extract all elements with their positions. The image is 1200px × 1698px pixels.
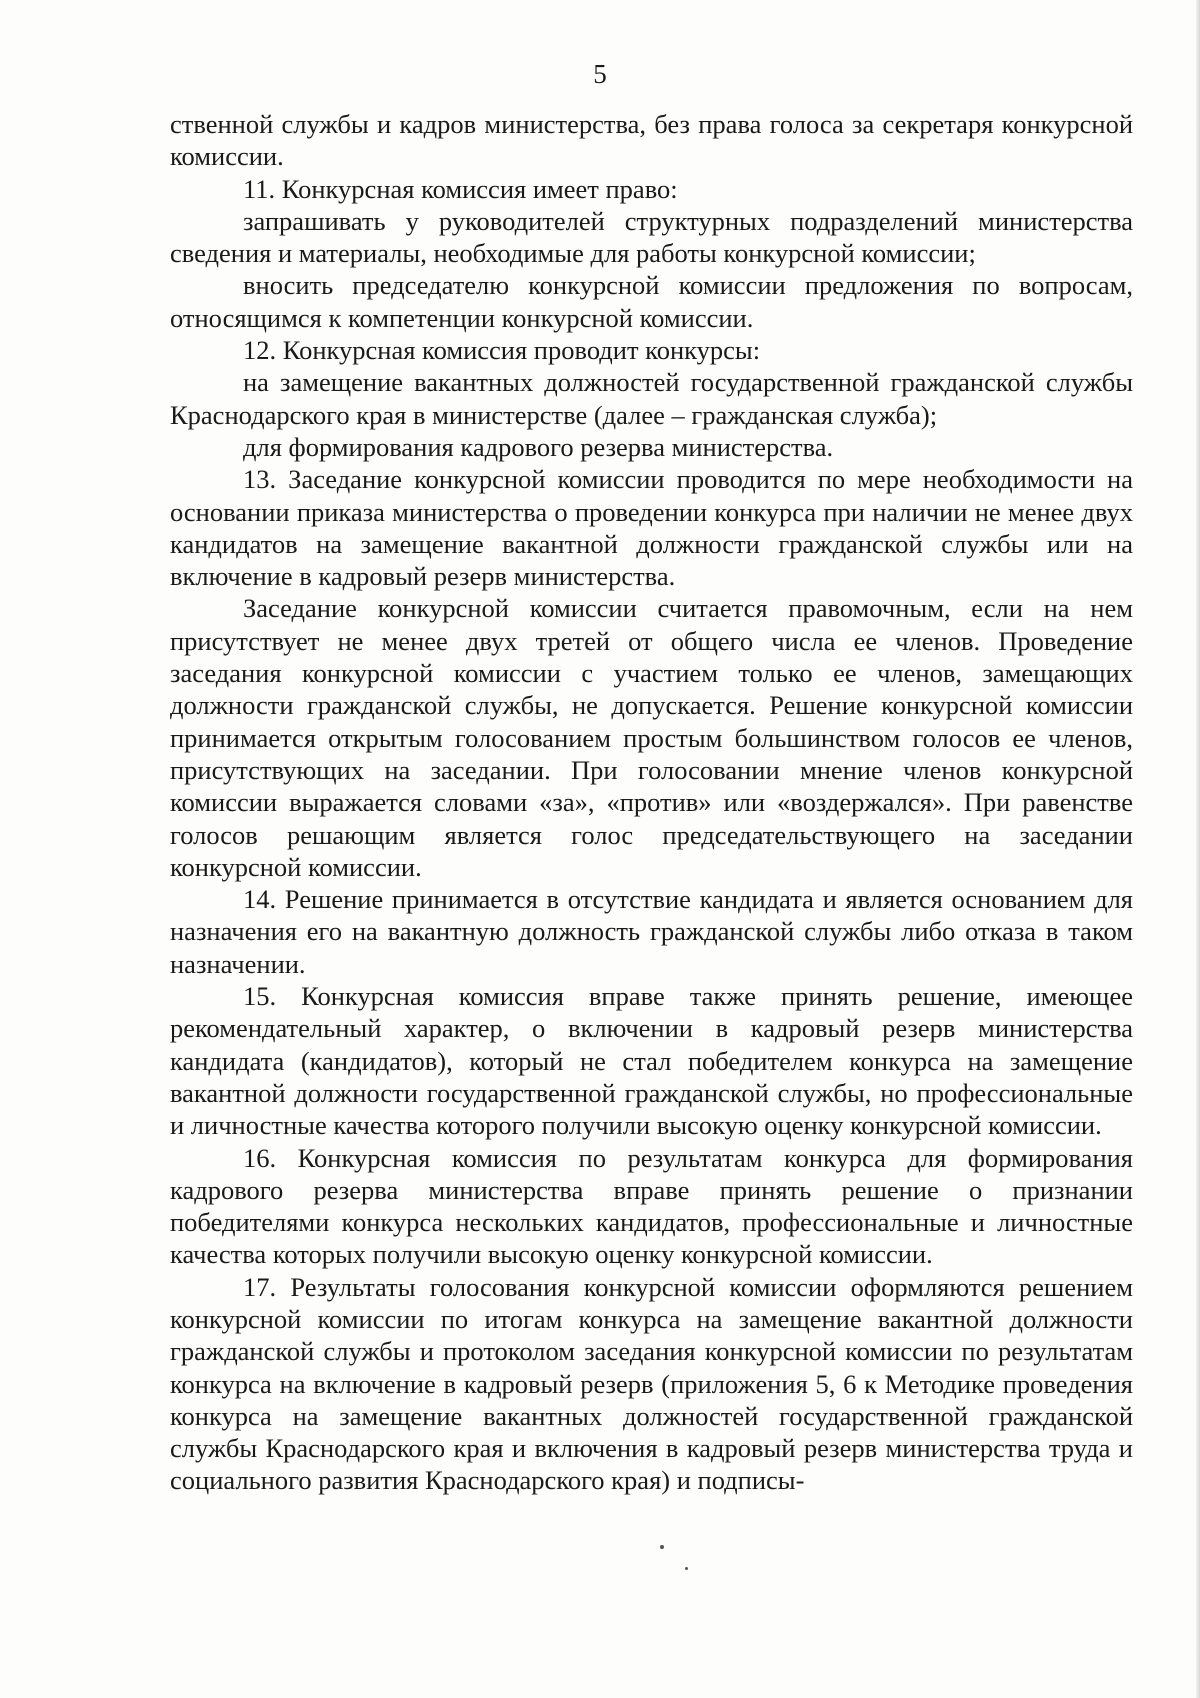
paragraph-continuation: ственной службы и кадров министерства, без права голоса за секретаря конкурсной комиссии. — [170, 109, 1133, 172]
paragraph-item-14: 14. Решение принимается в отсутствие кандидата и является основанием для назначения его на вакантную должность гражданской службы либо отказа в таком назначении. — [170, 884, 1133, 979]
scan-speck — [685, 1567, 688, 1570]
paragraph-item-17: 17. Результаты голосования конкурсной комиссии оформляются решением конкурсной комиссии по итогам конкурса на замещение вакантной должности гражданской службы и протоколом заседания конкурсной комиссии по результатам конкурса на включение в кадровый резерв (приложения 5, 6 к Методике проведения конкурса на замещение вакантных должностей государственной гражданской службы Краснодарского края и включения в кадровый резерв министерства труда и социального развития Краснодарского края) и подписы- — [170, 1271, 1133, 1496]
paragraph-item-12-b: для формирования кадрового резерва министерства. — [243, 431, 834, 462]
paragraph-item-12: 12. Конкурсная комиссия проводит конкурсы: — [243, 335, 761, 366]
scan-speck — [660, 1545, 664, 1549]
paragraph-item-11-a: запрашивать у руководителей структурных подразделений министерства сведения и материалы, необходимые для работы конкурсной комиссии; — [170, 205, 1133, 269]
page-number: 5 — [593, 59, 607, 89]
paragraph-item-13-quorum: Заседание конкурсной комиссии считается правомочным, если на нем присутствует не менее двух третей от общего числа ее членов. Проведение заседания конкурсной комиссии с участием только ее членов, замещающих должности гражданской службы, не допускается. Решение конкурсной комиссии принимается открытым голосованием простым большинством голосов ее членов, присутствующих на заседании. При голосовании мнение членов конкурсной комиссии выражается словами «за», «против» или «воздержался». При равенстве голосов решающим является голос председательствующего на заседании конкурсной комиссии. — [170, 593, 1133, 882]
document-body — [170, 108, 1133, 1497]
paragraph-item-16: 16. Конкурсная комиссия по результатам конкурса для формирования кадрового резерва министерства вправе принять решение о признании победителями конкурса нескольких кандидатов, профессиональные и личностные качества которых получили высокую оценку конкурсной комиссии. — [170, 1142, 1133, 1270]
paragraph-item-12-a: на замещение вакантных должностей государственной гражданской службы Краснодарского края в министерстве (далее – гражданская служба); — [170, 367, 1133, 430]
paragraph-item-15: 15. Конкурсная комиссия вправе также принять решение, имеющее рекомендательный характер, о включении в кадровый резерв министерства кандидата (кандидатов), который не стал победителем конкурса на замещение вакантной должности государственной гражданской службы, но профессиональные и личностные качества которого получили высокую оценку конкурсной комиссии. — [170, 981, 1133, 1141]
scan-edge — [1196, 0, 1200, 1698]
paragraph-item-11: 11. Конкурсная комиссия имеет право: — [243, 173, 678, 204]
paragraph-item-11-b: вносить председателю конкурсной комиссии предложения по вопросам, относящимся к компетенции конкурсной комиссии. — [170, 270, 1133, 333]
paragraph-item-13: 13. Заседание конкурсной комиссии проводится по мере необходимости на основании приказа министерства о проведении конкурса при наличии не менее двух кандидатов на замещение вакантной должности гражданской службы или на включение в кадровый резерв министерства. — [170, 464, 1133, 592]
